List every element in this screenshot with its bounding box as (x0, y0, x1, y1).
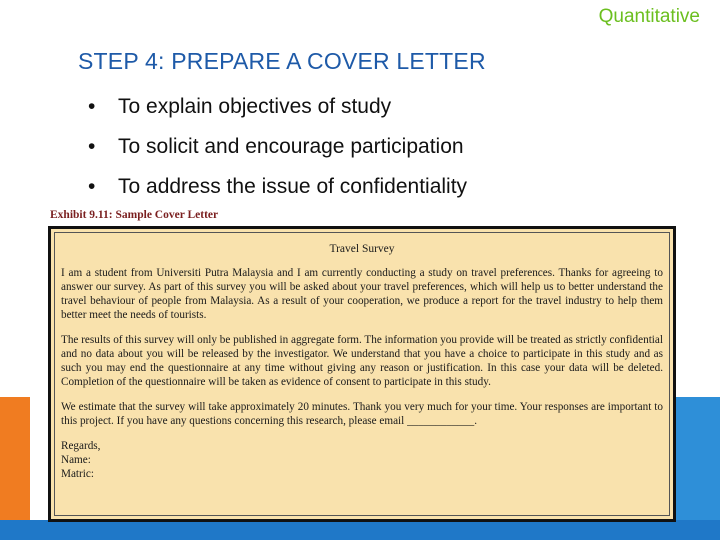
decorative-blue-band (0, 520, 720, 540)
bullet-text: To explain objectives of study (118, 95, 392, 118)
letter-closing-regards: Regards, (61, 440, 101, 452)
letter-paragraph: We estimate that the survey will take approximately 20 minutes. Thank you very much for your time. Your responses are important to this project. If you have any questions concerning this research, please email ____________. (61, 401, 663, 427)
letter-paragraph: I am a student from Universiti Putra Malaysia and I am currently conducting a study on travel preferences. Thanks for agreeing to answer our survey. As part of this survey you will be asked about your travel preferences, which will help us to better understand the travel behaviour of people from Malaysia. As a result of your cooperation, we produce a report for the travel industry to help them better meet the needs of tourists. (61, 267, 663, 321)
decorative-orange-block (0, 397, 30, 540)
bullet-icon: • (88, 95, 96, 118)
bullet-list (88, 92, 467, 212)
category-label: Quantitative (598, 6, 700, 27)
bullet-text: To address the issue of confidentiality (118, 175, 468, 198)
bullet-item (88, 132, 467, 172)
letter-closing-name: Name: (61, 454, 91, 466)
letter-body (54, 232, 670, 516)
bullet-icon: • (88, 135, 96, 158)
exhibit-caption: Exhibit 9.11: Sample Cover Letter (50, 209, 219, 221)
letter-heading: Travel Survey (329, 243, 395, 255)
letter-closing-matric: Matric: (61, 468, 94, 480)
decorative-blue-block (676, 397, 720, 540)
bullet-item (88, 92, 467, 132)
bullet-text: To solicit and encourage participation (118, 135, 464, 158)
slide-title: STEP 4: PREPARE A COVER LETTER (78, 48, 486, 74)
bullet-item (88, 172, 467, 212)
sample-cover-letter (48, 226, 676, 522)
bullet-icon: • (88, 175, 96, 198)
letter-paragraph: The results of this survey will only be published in aggregate form. The information you provide will be treated as strictly confidential and no data about you will be released by the investigator. We understand that you have a choice to participate in this study and as such you may end the questionnaire at any time without giving any reason or justification. In this case your data will be deleted. Completion of the questionnaire will be taken as evidence of consent to participate in this study. (61, 334, 663, 388)
